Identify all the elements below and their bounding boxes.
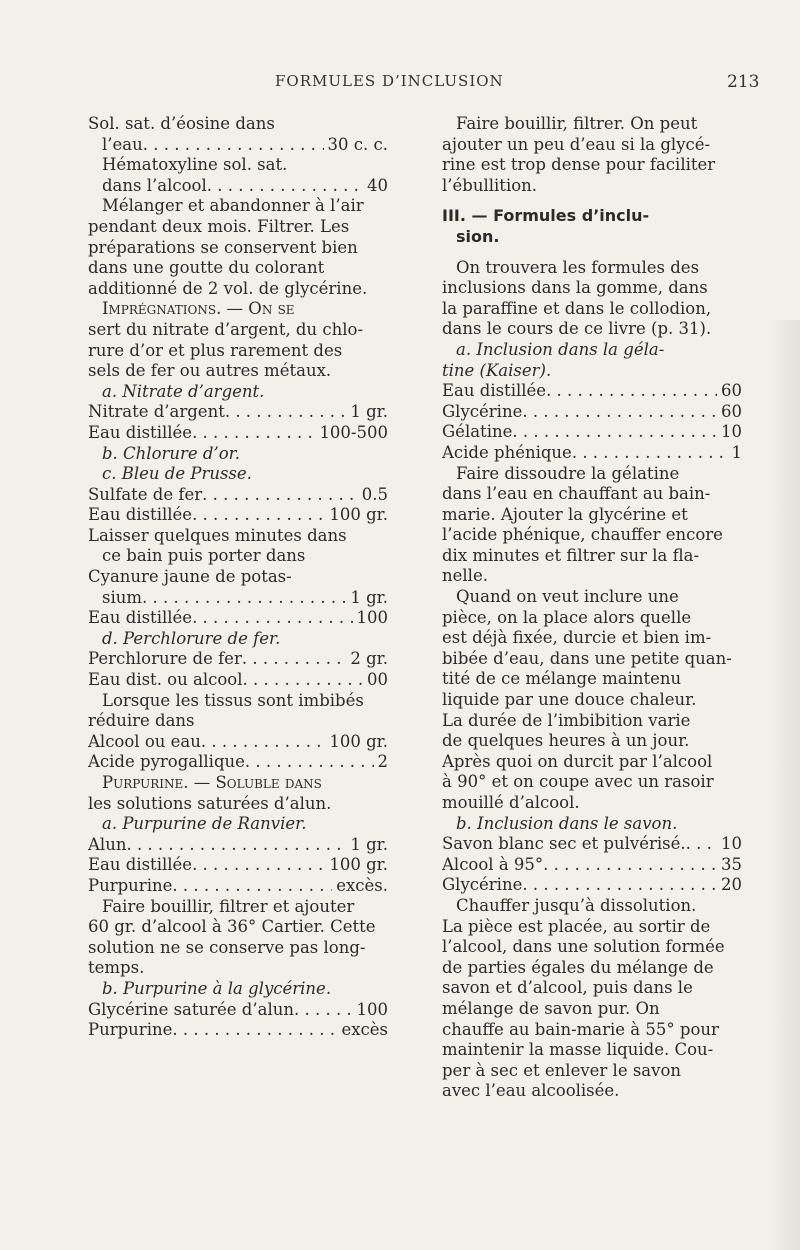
ingredient-name: Purpurine [88, 875, 173, 895]
ingredient-name: Nitrate d’argent [88, 402, 225, 422]
recipe-ingredient-row [88, 1000, 388, 1021]
text-line: dans une goutte du colorant [88, 258, 325, 278]
text-line: additionné de 2 vol. de glycérine. [88, 278, 368, 298]
ingredient-quantity: 100 [356, 999, 388, 1019]
text-line: maintenir la masse liquide. Cou- [442, 1040, 714, 1060]
text-line: Laisser quelques minutes dans [88, 525, 347, 545]
ingredient-name: Purpurine [88, 1020, 173, 1040]
recipe-ingredient-row [88, 402, 388, 423]
text-line: à 90° et on coupe avec un rasoir [442, 772, 714, 792]
text-line: sels de fer ou autres métaux. [88, 361, 332, 381]
dot-leader [143, 135, 324, 156]
subsection-title: b. Chlorure d’or. [102, 443, 240, 463]
text-line: per à sec et enlever le savon [442, 1060, 682, 1080]
text-line: les solutions saturées d’alun. [88, 793, 332, 813]
dot-leader [245, 752, 374, 773]
right-column [442, 114, 742, 1102]
ingredient-quantity: 60 [721, 401, 742, 421]
ingredient-name: Alcool à 95° [442, 854, 544, 874]
dot-leader [512, 422, 717, 443]
ingredient-name: l’eau [102, 134, 143, 154]
ingredient-name: dans l’alcool [102, 175, 207, 195]
ingredient-quantity: 1 gr. [350, 402, 388, 422]
recipe-ingredient-row [88, 855, 388, 876]
text-line: Faire bouillir, filtrer. On peut [456, 114, 698, 133]
dot-leader [522, 402, 717, 423]
dot-leader [201, 732, 326, 753]
ingredient-name: Alun [88, 834, 127, 854]
recipe-ingredient-row [88, 835, 388, 856]
dot-leader [192, 423, 315, 444]
text-line: Faire bouillir, filtrer et ajouter [102, 896, 355, 916]
ingredient-name: Glycérine [442, 875, 523, 895]
text-line: savon et d’alcool, puis dans le [442, 978, 693, 998]
text-line: l’acide phénique, chauffer encore [442, 525, 723, 545]
dot-leader [192, 855, 325, 876]
recipe-ingredient-row [442, 381, 742, 402]
text-line: chauffe au bain-marie à 55° pour [442, 1019, 719, 1039]
text-line: Lorsque les tissus sont imbibés [102, 690, 364, 710]
text-line: temps. [88, 958, 145, 978]
recipe-ingredient-row [88, 670, 388, 691]
recipe-ingredient-row [88, 876, 388, 897]
text-line: Chauffer jusqu’à dissolution. [456, 895, 697, 915]
dot-leader [202, 485, 358, 506]
paragraph-lead: Purpurine. — Soluble dans [102, 773, 322, 792]
dot-leader [225, 402, 347, 423]
text-line: Quand on veut inclure une [456, 587, 679, 607]
dot-leader [192, 608, 352, 629]
ingredient-quantity: 30 c. c. [327, 134, 388, 154]
ingredient-name: Eau distillée [88, 422, 193, 442]
text-line: avec l’eau alcoolisée. [442, 1081, 620, 1101]
dot-leader [172, 1020, 337, 1041]
text-line: préparations se conservent bien [88, 237, 358, 257]
ingredient-quantity: 1 gr. [350, 587, 388, 607]
running-title: FORMULES D’INCLUSION [275, 72, 504, 90]
recipe-ingredient-row [442, 834, 742, 855]
text-line: mouillé d’alcool. [442, 793, 580, 812]
recipe-ingredient-row [88, 752, 388, 773]
recipe-ingredient-row [88, 176, 388, 197]
ingredient-name: Glycérine [442, 401, 523, 421]
text-line: de parties égales du mélange de [442, 957, 714, 977]
ingredient-name: sium [102, 587, 143, 607]
dot-leader [243, 670, 364, 691]
ingredient-name: Eau distillée [88, 505, 193, 525]
recipe-ingredient-row [442, 855, 742, 876]
recipe-ingredient-row [88, 135, 388, 156]
ingredient-quantity: 10 [721, 834, 742, 854]
ingredient-name: Sulfate de fer [88, 484, 203, 504]
dot-leader [686, 834, 717, 855]
ingredient-quantity: 60 [721, 381, 742, 401]
text-line: solution ne se conserve pas long- [88, 937, 366, 957]
recipe-ingredient-row [88, 608, 388, 629]
text-line: La durée de l’imbibition varie [442, 710, 691, 730]
ingredient-quantity: 40 [367, 175, 388, 195]
left-column [88, 114, 388, 1041]
text-line: dix minutes et filtrer sur la fla- [442, 545, 700, 565]
dot-leader [572, 443, 728, 464]
text-line: de quelques heures à un jour. [442, 731, 690, 751]
text-line: Sol. sat. d’éosine dans [88, 114, 275, 133]
ingredient-name: Eau distillée [88, 855, 193, 875]
text-line: réduire dans [88, 711, 195, 731]
ingredient-quantity: 100 gr. [329, 505, 388, 525]
subsection-title: b. Purpurine à la glycérine. [102, 978, 332, 998]
ingredient-name: Gélatine [442, 422, 513, 442]
ingredient-quantity: 20 [721, 875, 742, 895]
subsection-title: a. Purpurine de Ranvier. [102, 814, 307, 834]
page-number: 213 [727, 72, 760, 92]
text-line: dans le cours de ce livre (p. 31). [442, 319, 712, 339]
dot-leader [192, 505, 325, 526]
text-line: marie. Ajouter la glycérine et [442, 504, 688, 524]
ingredient-quantity: 35 [721, 854, 742, 874]
text-line: inclusions dans la gomme, dans [442, 278, 708, 298]
ingredient-quantity: 0.5 [361, 484, 388, 504]
ingredient-quantity: 100 gr. [329, 731, 388, 751]
text-line: tité de ce mélange maintenu [442, 669, 682, 689]
text-line: Cyanure jaune de potas- [88, 567, 292, 587]
paragraph-lead: Imprégnations. — On se [102, 299, 295, 319]
recipe-ingredient-row [442, 875, 742, 896]
text-line: mélange de savon pur. On [442, 998, 660, 1018]
ingredient-quantity: 10 [721, 422, 742, 442]
text-line: On trouvera les formules des [456, 257, 700, 277]
text-line: dans l’eau en chauffant au bain- [442, 484, 711, 504]
subsection-title: a. Inclusion dans la géla- [456, 339, 665, 359]
recipe-ingredient-row [442, 422, 742, 443]
text-line: Hématoxyline sol. sat. [102, 155, 288, 175]
dot-leader [142, 588, 346, 609]
recipe-ingredient-row [88, 505, 388, 526]
text-line: est déjà fixée, durcie et bien im- [442, 628, 712, 648]
subsection-title: tine (Kaiser). [442, 360, 552, 380]
section-heading: sion. [456, 226, 500, 246]
dot-leader [172, 876, 332, 897]
spacer [442, 248, 742, 258]
text-line: rure d’or et plus rarement des [88, 340, 343, 360]
ingredient-name: Savon blanc sec et pulvérisé. [442, 834, 686, 854]
text-line: ce bain puis porter dans [102, 546, 306, 566]
text-line: sert du nitrate d’argent, du chlo- [88, 319, 364, 339]
ingredient-name: Eau dist. ou alcool [88, 670, 243, 690]
recipe-ingredient-row [442, 402, 742, 423]
text-line: ajouter un peu d’eau si la glycé- [442, 134, 711, 154]
ingredient-quantity: 1 gr. [350, 834, 388, 854]
text-line: pendant deux mois. Filtrer. Les [88, 216, 350, 236]
ingredient-name: Eau distillée [88, 608, 193, 628]
recipe-ingredient-row [88, 732, 388, 753]
text-line: nelle. [442, 566, 488, 586]
recipe-ingredient-row [88, 588, 388, 609]
text-line: liquide par une douce chaleur. [442, 690, 697, 710]
ingredient-quantity: excès [341, 1020, 388, 1040]
recipe-ingredient-row [442, 443, 742, 464]
text-line: rine est trop dense pour faciliter [442, 155, 716, 175]
subsection-title: a. Nitrate d’argent. [102, 381, 265, 401]
text-line: l’alcool, dans une solution formée [442, 937, 725, 957]
ingredient-name: Acide pyrogallique [88, 752, 245, 772]
subsection-title: b. Inclusion dans le savon. [456, 813, 678, 833]
text-line: pièce, on la place alors quelle [442, 607, 692, 627]
text-line: Après quoi on durcit par l’alcool [442, 751, 713, 771]
ingredient-quantity: 100-500 [319, 422, 388, 442]
ingredient-name: Eau distillée [442, 381, 547, 401]
ingredient-quantity: 1 [731, 442, 742, 462]
text-line: Faire dissoudre la gélatine [456, 463, 680, 483]
dot-leader [543, 855, 717, 876]
dot-leader [294, 1000, 353, 1021]
section-heading: III. — Formules d’inclu- [442, 206, 650, 226]
dot-leader [126, 835, 346, 856]
page-edge-shadow [770, 320, 800, 1250]
recipe-ingredient-row [88, 485, 388, 506]
subsection-title: c. Bleu de Prusse. [102, 464, 252, 484]
recipe-ingredient-row [88, 649, 388, 670]
dot-leader [242, 649, 347, 670]
ingredient-quantity: 2 [377, 752, 388, 772]
dot-leader [546, 381, 717, 402]
dot-leader [207, 176, 363, 197]
text-line: Mélanger et abandonner à l’air [102, 196, 364, 216]
ingredient-quantity: 100 [356, 608, 388, 628]
ingredient-name: Alcool ou eau [88, 731, 201, 751]
running-header [0, 72, 800, 96]
ingredient-name: Acide phénique [442, 442, 572, 462]
text-line: l’ébullition. [442, 175, 538, 195]
ingredient-quantity: 2 gr. [350, 649, 388, 669]
recipe-ingredient-row [88, 423, 388, 444]
text-line: bibée d’eau, dans une petite quan- [442, 648, 732, 668]
ingredient-quantity: 00 [367, 670, 388, 690]
subsection-title: d. Perchlorure de fer. [102, 628, 281, 648]
text-line: La pièce est placée, au sortir de [442, 916, 711, 936]
ingredient-quantity: excès. [336, 875, 388, 895]
ingredient-name: Perchlorure de fer [88, 649, 242, 669]
spacer [442, 196, 742, 206]
dot-leader [522, 875, 717, 896]
text-line: 60 gr. d’alcool à 36° Cartier. Cette [88, 917, 376, 937]
ingredient-quantity: 100 gr. [329, 855, 388, 875]
text-line: la paraffine et dans le collodion, [442, 298, 712, 318]
ingredient-name: Glycérine saturée d’alun [88, 999, 294, 1019]
recipe-ingredient-row [88, 1020, 388, 1041]
